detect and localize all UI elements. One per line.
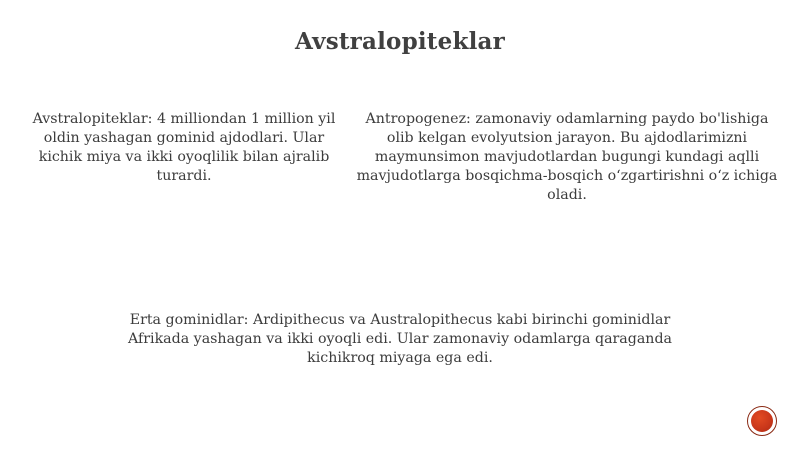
bottom-text-block: Erta gominidlar: Ardipithecus va Australopithecus kabi birinchi gominidlar Afrikada yashagan va ikki oyoqli edi. Ular zamonaviy odamlarga qaraganda kichikroq miyaga ega edi.	[128, 312, 672, 366]
left-text-block: Avstralopiteklar: 4 milliondan 1 million yil oldin yashagan gominid ajdodlari. Ular kichik miya va ikki oyoqlilik bilan ajralib turardi.	[32, 111, 336, 184]
slide-title: Avstralopiteklar	[295, 28, 505, 55]
right-text-block: Antropogenez: zamonaviy odamlarning paydo bo'lishiga olib kelgan evolyutsion jarayon. Bu ajdodlarimizni maymunsimon mavjudotlardan bugungi kundagi aqlli mavjudotlarga bosqichma-bosqich oʻzgartirishni oʻz ichiga oladi.	[356, 111, 778, 203]
circle-nav-icon	[751, 410, 773, 432]
slide-nav-button[interactable]	[747, 406, 777, 436]
